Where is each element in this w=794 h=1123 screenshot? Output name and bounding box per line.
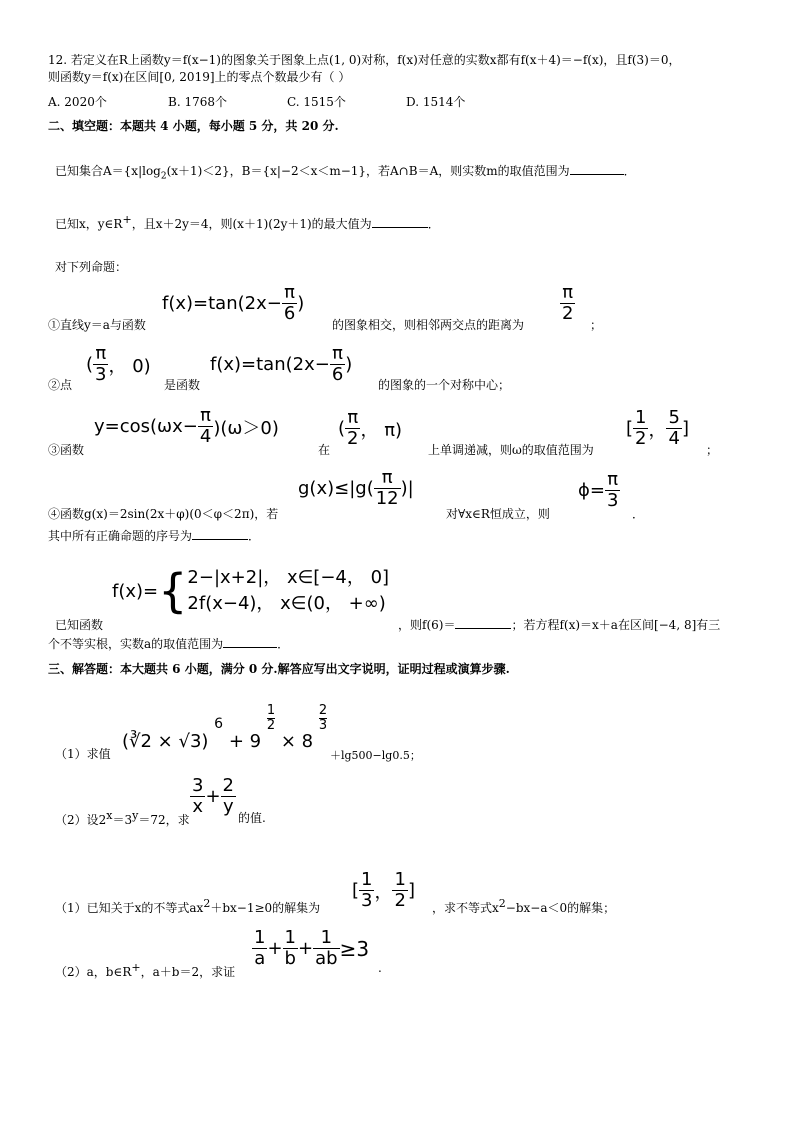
fill3-item4-after: 对∀x∈R恒成立，则 <box>446 507 550 521</box>
solve2-inequality: $\frac{1}{a}$ + $\frac{1}{b}$ + $\frac{1}{ab}$ ≥3 <box>254 927 370 969</box>
fill3-item2-text: ②点 <box>48 378 73 392</box>
q12-line2: 则函数y＝f(x)在区间[0, 2019]上的零点个数最少有（ ） <box>48 70 351 84</box>
solve1-expression: (∛2 × √3) 6 + 9 $\frac{1}{2}$ × 8 $\frac{2}{3}$ <box>122 703 328 752</box>
solve2-part1-text: （1）已知关于x的不等式ax2＋bx−1≥0的解集为 <box>55 897 321 915</box>
fill4-after: ，则f(6)＝ ；若方程f(x)＝x＋a在区间[−4, 8]有三 <box>398 618 721 632</box>
fill3-item3-after: 上单调递减，则ω的取值范围为 <box>428 443 594 457</box>
fill3-item2-formula: f(x)=tan(2x− $\frac{\pi}{6}$ ) <box>210 343 353 385</box>
section2-title: 二、填空题：本题共 4 小题，每小题 5 分，共 20 分. <box>48 119 339 133</box>
fill4-piecewise: f(x)= { 2−|x+2|， x∈[−4， 0] 2f(x−4)， x∈(0， +∞) <box>112 564 390 618</box>
fill3-item1-answer: $\frac{\pi}{2}$ <box>562 282 574 324</box>
solve1-part2: （2）设2x＝3y＝72，求 <box>55 809 190 827</box>
fill3-item4-answer: ϕ= $\frac{\pi}{3}$ <box>578 469 619 511</box>
fill3-item3-answer: [ $\frac{1}{2}$ ， $\frac{5}{4}$ ] <box>626 407 689 449</box>
fill3-summary: 其中所有正确命题的序号为 ． <box>48 529 261 543</box>
solve1-tail: ＋lg500−lg0.5； <box>330 749 421 762</box>
solve1-fraction-expr: $\frac{3}{x}$ + $\frac{2}{y}$ <box>192 775 234 817</box>
fill1-question: 已知集合$A=\{x|\log_2(x+1)<2\}$，B＝{x|−2＜x＜m−1}，若A∩B＝A，则实数m的取值范围为 ． <box>55 164 636 182</box>
fill3-item2-mid: 是函数 <box>164 378 201 392</box>
solve2-part2-end: . <box>378 961 382 975</box>
q12-option-b: B. 1768个 <box>168 95 227 109</box>
fill3-item3-interval: ( $\frac{\pi}{2}$ ， π) <box>338 407 403 449</box>
answer-blank <box>372 216 428 228</box>
solve2-part1-after: ，求不等式x2−bx−a＜0的解集； <box>432 897 616 915</box>
fill3-item3-formula: y=cos(ωx− $\frac{\pi}{4}$ )(ω＞0) <box>94 405 279 447</box>
punct: ； <box>590 318 603 332</box>
q12-option-a: A. 2020个 <box>48 95 107 109</box>
q12-option-c: C. 1515个 <box>287 95 346 109</box>
answer-blank <box>570 163 624 175</box>
fill3-item1-formula: f(x)=tan(2x− $\frac{\pi}{6}$ ) <box>162 282 305 324</box>
q12-line1: 12. 若定义在R上函数y＝f(x−1)的图象关于图象上点(1, 0)对称，f(x)对任意的实数x都有f(x＋4)＝−f(x)，且f(3)＝0， <box>48 53 681 67</box>
solve2-part2-text: （2）a，b∈R+，a＋b＝2，求证 <box>55 961 236 979</box>
section3-title: 三、解答题：本大题共 6 小题，满分 0 分.解答应写出文字说明，证明过程或演算步骤. <box>48 662 510 676</box>
fill3-item2-after: 的图象的一个对称中心； <box>378 378 511 392</box>
punct: ； <box>706 443 719 457</box>
solve2-interval: [ $\frac{1}{3}$ ， $\frac{1}{2}$ ] <box>352 869 415 911</box>
fill3-item2-point: ( $\frac{\pi}{3}$ ， 0) <box>86 343 151 385</box>
answer-blank <box>223 636 277 648</box>
fill3-item4-text: ④函数g(x)＝2sin(2x＋φ)(0＜φ＜2π)，若 <box>48 507 279 521</box>
answer-blank <box>455 617 511 629</box>
fill3-item4-formula: g(x)≤|g( $\frac{\pi}{12}$ )| <box>298 467 414 509</box>
punct: ． <box>632 507 645 521</box>
solve1-part1-label: （1）求值 <box>55 747 111 761</box>
fill4-line2: 个不等实根，实数a的取值范围为 ． <box>48 637 290 651</box>
answer-blank <box>192 528 248 540</box>
fill3-intro: 对下列命题： <box>55 260 128 274</box>
q12-option-d: D. 1514个 <box>406 95 466 109</box>
solve1-part2-end: 的值. <box>238 811 266 825</box>
fill3-item3-in: 在 <box>318 443 331 457</box>
fill4-prefix: 已知函数 <box>55 618 104 632</box>
fill3-item1-text: ①直线y＝a与函数 <box>48 318 146 332</box>
fill2-question: 已知x，y∈R+，且x＋2y＝4，则(x＋1)(2y＋1)的最大值为 ． <box>55 213 440 231</box>
fill3-item1-after: 的图象相交，则相邻两交点的距离为 <box>332 318 525 332</box>
fill3-item3-text: ③函数 <box>48 443 85 457</box>
